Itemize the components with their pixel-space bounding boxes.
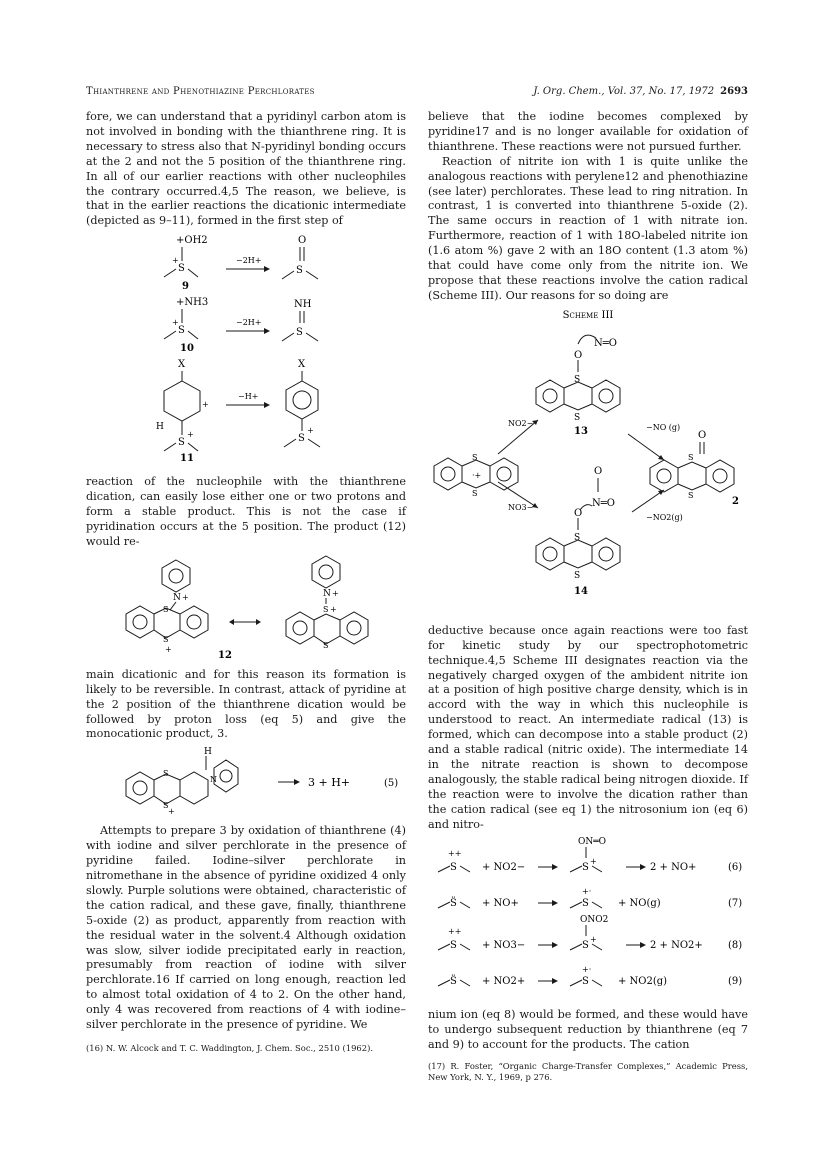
- hydrogen-label: H: [204, 747, 212, 758]
- nitroso-label-13: N═O: [594, 337, 617, 349]
- radical-cation-sign: +·: [582, 965, 592, 975]
- compound-label-2: 2: [732, 495, 739, 507]
- nitrate-label: NO3−: [508, 502, 534, 512]
- left-column: [86, 110, 406, 1054]
- plus-sign: +: [332, 588, 339, 598]
- equation-number-9: (9): [728, 976, 743, 988]
- hydrogen-label: H: [156, 422, 164, 433]
- sulfur-label: S: [178, 437, 185, 449]
- eq9-products: + NO2(g): [618, 976, 668, 988]
- nitrogen-label: N: [323, 588, 331, 599]
- plus-sign: +: [165, 644, 172, 654]
- sulfur-label: S: [296, 265, 303, 277]
- no-gas-label: −NO (g): [646, 422, 681, 432]
- paragraph: Reaction of nitrite ion with 1 is quite unlike the analogous reactions with perylene12 and phenothiazine (see later) perchlorates. These lead to ring nitration. In contrast, 1 is converted into thianthrene 5-oxide (2). The same occurs in reaction of 1 with nitrate ion. Furthermore, reaction of 1 with 18O-labeled nitrite ion (1.6 atom %) gave 2 with an 18O content (1.3 atom %) that could have come only from the nitrite ion. We propose that these reactions involve the cation radical (Scheme III). Our reasons for so doing are: [428, 154, 748, 302]
- compound-label-11: 11: [180, 453, 194, 462]
- plus-sign: +: [187, 430, 194, 440]
- paragraph: nium ion (eq 8) would be formed, and these would have to undergo subsequent reduction by thianthrene (eq 7 and 9) to account for the products. The cation: [428, 1008, 748, 1052]
- product-nh: NH: [294, 299, 312, 311]
- eq8-top: ONO2: [580, 915, 609, 926]
- sulfur-label-14: S: [574, 532, 581, 543]
- page-number: 2693: [720, 86, 748, 97]
- nitrogen-label: N: [210, 775, 217, 785]
- plus-sign: +: [202, 400, 209, 410]
- paragraph: Attempts to prepare 3 by oxidation of thianthrene (4) with iodine and silver perchlorate in the presence of pyridine failed. Iodine–silver perchlorate in nitromethane in the absence of pyridine oxidized 4 only slowly. Purple solutions were obtained, characteristic of the cation radical, and these gave, finally, thianthrene 5-oxide (2) as product, apparently from reaction with the residual water in the solvent.4 Although oxidation was slow, silver iodide precipitated early in reaction, presumably from reaction of iodine with silver perchlorate.16 If carried on long enough, reaction led to almost total oxidation of 4 to 2. On the other hand, only 4 was recovered from reactions of 4 with iodine–silver perchlorate in the presence of pyridine. We: [86, 824, 406, 1032]
- reaction-figure-9-11: [86, 229, 406, 461]
- footnote-16: (16) N. W. Alcock and T. C. Waddington, J. Chem. Soc., 2510 (1962).: [86, 1043, 373, 1053]
- sulfur-label: S: [450, 940, 457, 952]
- sulfur-label: S: [688, 490, 694, 500]
- eq5-rhs: 3 + H+: [308, 776, 351, 790]
- sulfur-label: S: [323, 604, 329, 614]
- plus-sign: +: [172, 318, 179, 328]
- sulfur-label: S: [323, 640, 329, 650]
- sulfur-label: S: [582, 862, 589, 874]
- plus-sign: +: [307, 426, 314, 436]
- compound-label-12: 12: [218, 649, 232, 661]
- sulfur-label: S: [178, 325, 185, 337]
- sulfur-label: S: [582, 898, 589, 910]
- oxygen-label-13: O: [574, 349, 583, 361]
- arrow-label-10: −2H+: [236, 318, 262, 328]
- nitroso-label-14: N═O: [592, 497, 615, 509]
- radical-cation-sign: ·+: [472, 470, 482, 480]
- right-column: [428, 110, 748, 1083]
- eq9-reagent: + NO2+: [482, 976, 526, 988]
- compound-label-10: 10: [180, 343, 194, 355]
- resonance-figure-12: [86, 550, 406, 662]
- plus-sign: +: [168, 807, 175, 817]
- running-header: [86, 86, 748, 102]
- sulfur-label: S: [450, 862, 457, 874]
- equation-number-7: (7): [728, 898, 743, 910]
- sulfur-label: S: [574, 412, 581, 423]
- sulfur-label: S: [688, 452, 694, 462]
- eq7-products: + NO(g): [618, 898, 661, 910]
- sulfur-label: S: [163, 604, 169, 614]
- oxygen-label-14: O: [574, 507, 583, 519]
- double-plus-sign: ++: [448, 927, 462, 937]
- plus-sign: +: [590, 935, 597, 945]
- scheme-title: Scheme III: [562, 309, 614, 321]
- scheme-iii: [428, 304, 748, 600]
- product-oxygen: O: [298, 235, 307, 247]
- eq6-products: 2 + NO+: [650, 862, 697, 874]
- footnote-17: (17) R. Foster, “Organic Charge-Transfer Complexes,” Academic Press, New York, N. Y., 1969, p 276.: [428, 1061, 748, 1083]
- sulfur-label: S: [296, 327, 303, 339]
- plus-sign: +: [590, 857, 597, 867]
- oh2-label: +OH2: [176, 235, 208, 247]
- eq8-products: 2 + NO2+: [650, 940, 703, 952]
- sulfur-label: S: [298, 433, 305, 445]
- sulfur-label: S: [582, 976, 589, 988]
- running-title: Thianthrene and Phenothiazine Perchlorates: [86, 86, 315, 97]
- eq8-reagent: + NO3−: [482, 940, 526, 952]
- equations-6-9: [428, 832, 748, 1000]
- journal-name: J. Org. Chem., Vol. 37, No. 17, 1972: [533, 86, 715, 97]
- sulfur-label: S: [163, 634, 169, 644]
- sulfur-label: S: [582, 940, 589, 952]
- plus-sign: +: [172, 256, 179, 266]
- compound-label-13: 13: [574, 425, 588, 437]
- radical-cation-sign: +·: [582, 887, 592, 897]
- double-plus-sign: ++: [448, 849, 462, 859]
- eq6-top: ON═O: [578, 837, 607, 848]
- sulfur-label: S̈: [450, 976, 457, 988]
- sulfur-label: S: [472, 452, 478, 462]
- sulfur-label: S: [163, 801, 169, 811]
- plus-sign: +: [182, 592, 189, 602]
- equation-number-6: (6): [728, 862, 743, 874]
- nitrite-label: NO2−: [508, 418, 534, 428]
- equation-number-8: (8): [728, 940, 743, 952]
- journal-citation: [533, 86, 748, 97]
- sulfur-label-13: S: [574, 374, 581, 385]
- sulfur-label: S: [178, 263, 185, 275]
- nitrogen-label: N: [173, 592, 181, 603]
- compound-label-9: 9: [182, 281, 189, 293]
- sulfur-label: S: [163, 769, 169, 779]
- substituent-x: X: [178, 359, 186, 371]
- no2-gas-label: −NO2(g): [646, 512, 683, 522]
- paragraph: deductive because once again reactions were too fast for kinetic study by our spectrophotometric technique.4,5 Scheme III designates reaction via the negatively charged oxygen of the ambident nitrite ion at a position of high positive charge density, which is in accord with the way in which this nucleophile is understood to react. An intermediate radical (13) is formed, which can decompose into a stable product (2) and a stable radical (nitric oxide). The intermediate 14 in the nitrate reaction is shown to decompose analogously, the stable radical being nitrogen dioxide. If the reaction were to involve the dication rather than the cation radical (see eq 1) the nitrosonium ion (eq 6) and nitro-: [428, 623, 748, 831]
- eq6-reagent: + NO2−: [482, 862, 526, 874]
- sulfur-label: S: [472, 488, 478, 498]
- sulfur-label: S: [574, 570, 581, 581]
- arrow-label-11: −H+: [238, 392, 259, 402]
- equation-5: [86, 742, 406, 816]
- sulfur-label: S̈: [450, 898, 457, 910]
- product-x: X: [298, 359, 306, 371]
- paragraph: fore, we can understand that a pyridinyl carbon atom is not involved in bonding with the thianthrene ring. It is necessary to stress also that N-pyridinyl bonding occurs at the 2 and not the 5 position of the thianthrene ring. In all of our earlier reactions with other nucleophiles the contrary occurred.4,5 The reason, we believe, is that in the earlier reactions the dicationic intermediate (depicted as 9–11), formed in the first step of: [86, 110, 406, 228]
- plus-sign: +: [330, 604, 337, 614]
- compound-label-14: 14: [574, 585, 588, 597]
- equation-number-5: (5): [384, 778, 399, 790]
- oxygen-label-2: O: [698, 429, 707, 441]
- eq7-reagent: + NO+: [482, 898, 519, 910]
- paragraph: main dicationic and for this reason its formation is likely to be reversible. In contrast, attack of pyridine at the 2 position of the thianthrene dication would be followed by proton loss (eq 5) and give the monocationic product, 3.: [86, 667, 406, 741]
- oxygen-label-14-top: O: [594, 465, 603, 477]
- arrow-label-9: −2H+: [236, 256, 262, 266]
- paragraph: believe that the iodine becomes complexed by pyridine17 and is no longer available for oxidation of thianthrene. These reactions were not pursued further.: [428, 110, 748, 153]
- paragraph: reaction of the nucleophile with the thianthrene dication, can easily lose either one or two protons and form a stable product. This is not the case if pyridination occurs at the 5 position. The product (12) would re-: [86, 475, 406, 548]
- nh3-label: +NH3: [176, 297, 209, 309]
